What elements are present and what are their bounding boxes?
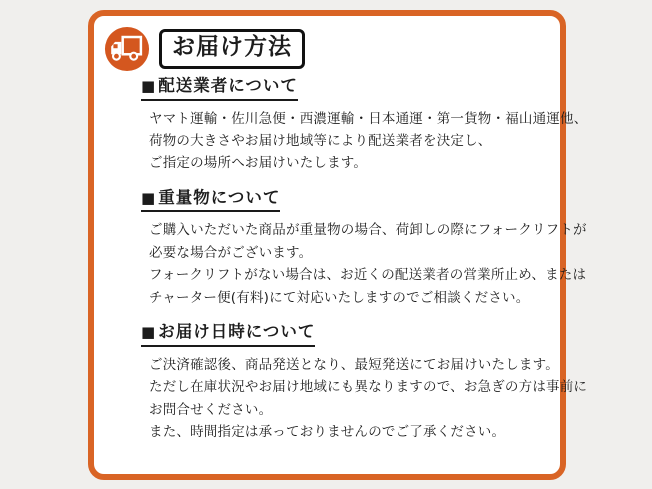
section-heading <box>141 322 315 347</box>
body-line: また、時間指定は承っておりませんのでご了承ください。 <box>149 423 506 440</box>
section-body <box>149 354 588 444</box>
square-bullet-icon: ■ <box>141 188 157 207</box>
truck-icon <box>104 26 150 72</box>
body-line: チャーター便(有料)にて対応いたしますのでご相談ください。 <box>149 289 530 306</box>
sections-container <box>141 76 588 443</box>
section-heading <box>141 188 280 213</box>
panel-content <box>94 16 588 443</box>
body-line: フォークリフトがない場合は、お近くの配送業者の営業所止め、または <box>149 267 587 284</box>
delivery-info-panel <box>88 10 588 480</box>
section-heading-label: お届け日時について <box>158 322 316 342</box>
body-line: 必要な場合がございます。 <box>149 244 313 261</box>
body-line: ご購入いただいた商品が重量物の場合、荷卸しの際にフォークリフトが <box>149 222 587 239</box>
body-line: ご指定の場所へお届けいたします。 <box>149 155 368 172</box>
page-title: お届け方法 <box>159 29 305 69</box>
section-body <box>149 108 588 175</box>
section-delivery-datetime <box>141 322 588 443</box>
body-line: ただし在庫状況やお届け地域にも異なりますので、お急ぎの方は事前に <box>149 379 588 396</box>
square-bullet-icon: ■ <box>141 77 157 95</box>
body-line: 荷物の大きさやお届け地域等により配送業者を決定し、 <box>149 133 492 150</box>
body-line: ヤマト運輸・佐川急便・西濃運輸・日本通運・第一貨物・福山通運他、 <box>149 110 588 127</box>
body-line: お問合せください。 <box>149 401 273 418</box>
section-heading-label: 重量物について <box>158 187 281 207</box>
square-bullet-icon: ■ <box>141 323 157 342</box>
section-heavy-items <box>141 187 587 309</box>
section-carriers <box>141 76 588 175</box>
section-body <box>149 219 587 309</box>
section-heading-label: 配送業者について <box>158 76 298 95</box>
section-heading <box>141 76 298 101</box>
body-line: ご決済確認後、商品発送となり、最短発送にてお届けいたします。 <box>149 356 559 373</box>
panel-header <box>104 26 548 72</box>
